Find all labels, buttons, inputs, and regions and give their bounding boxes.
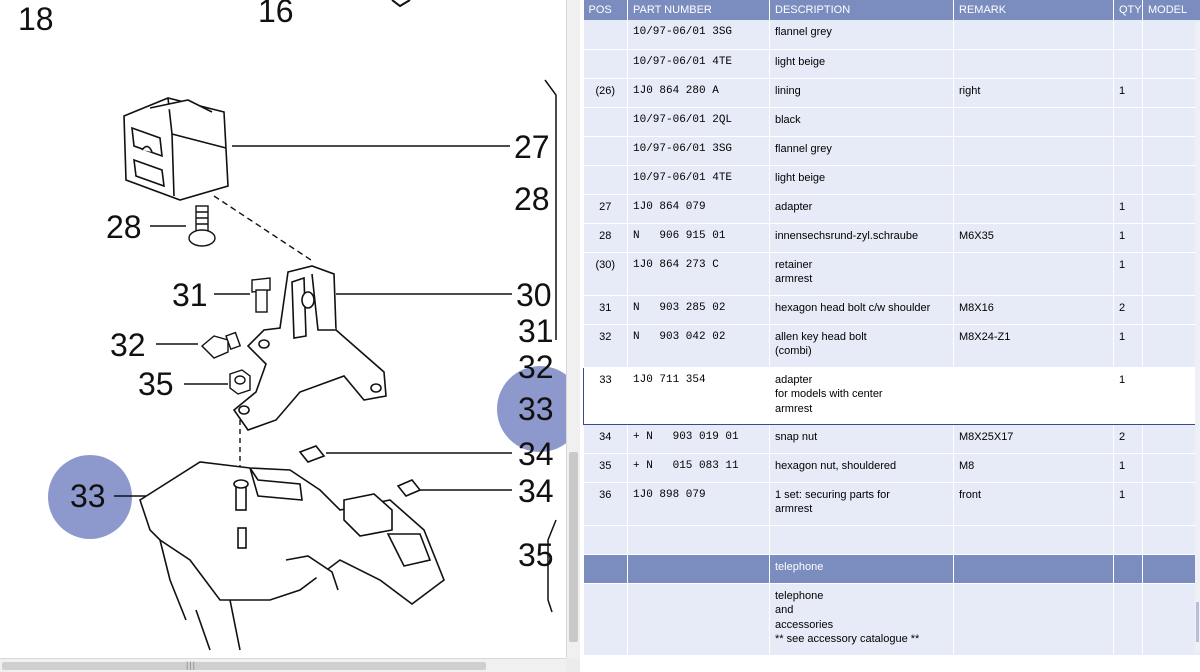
- callout-18[interactable]: 18: [18, 1, 54, 37]
- cell-description: light beige: [770, 49, 954, 78]
- cell-description: black: [770, 107, 954, 136]
- table-row[interactable]: [584, 78, 1200, 107]
- callout-31-right[interactable]: 31: [518, 313, 554, 349]
- column-header-description[interactable]: DESCRIPTION: [770, 0, 954, 20]
- section-title: telephone: [770, 554, 954, 583]
- table-row[interactable]: [584, 324, 1200, 367]
- cell-qty: 1: [1114, 482, 1143, 525]
- exploded-parts-diagram: [0, 0, 566, 658]
- table-row[interactable]: [584, 194, 1200, 223]
- cell-remark: [954, 367, 1114, 424]
- cell-description: hexagon head bolt c/w shoulder: [770, 295, 954, 324]
- cell-model: [1143, 525, 1200, 554]
- cell-pos: [584, 20, 628, 49]
- cell-pos: [584, 107, 628, 136]
- cell-remark: [954, 49, 1114, 78]
- cell-remark: M8: [954, 453, 1114, 482]
- callout-34-b[interactable]: 34: [518, 473, 554, 509]
- cell-description: telephone and accessories ** see accessory catalogue **: [770, 583, 954, 655]
- cell-model: [1143, 49, 1200, 78]
- cell-remark: M6X35: [954, 223, 1114, 252]
- cell-pos: [584, 583, 628, 655]
- cell-model: [1143, 107, 1200, 136]
- diagram-vertical-scrollbar[interactable]: [566, 0, 580, 658]
- cell-description: snap nut: [770, 424, 954, 453]
- callout-28-right[interactable]: 28: [514, 181, 550, 217]
- cell-remark: [954, 252, 1114, 295]
- cell-model: [1143, 482, 1200, 525]
- table-row[interactable]: [584, 482, 1200, 525]
- cell-part-number: 1J0 864 273 C: [628, 252, 770, 295]
- cell-qty: 1: [1114, 78, 1143, 107]
- cell-model: [1143, 223, 1200, 252]
- cell-pos: (30): [584, 252, 628, 295]
- cell-part-number: 10/97-06/01 3SG: [628, 20, 770, 49]
- table-row[interactable]: [584, 424, 1200, 453]
- table-row[interactable]: [584, 295, 1200, 324]
- column-header-pos[interactable]: POS: [584, 0, 628, 20]
- diagram-horizontal-scroll-thumb[interactable]: [2, 662, 486, 670]
- cell-remark: [954, 20, 1114, 49]
- column-header-model[interactable]: MODEL: [1143, 0, 1200, 20]
- table-row[interactable]: [584, 49, 1200, 78]
- cell-part-number: [628, 554, 770, 583]
- cell-description: allen key head bolt (combi): [770, 324, 954, 367]
- callout-16[interactable]: 16: [258, 0, 294, 29]
- callout-28-left[interactable]: 28: [106, 209, 142, 245]
- cell-remark: [954, 525, 1114, 554]
- cell-qty: 1: [1114, 252, 1143, 295]
- cell-remark: right: [954, 78, 1114, 107]
- table-row[interactable]: [584, 20, 1200, 49]
- cell-part-number: 10/97-06/01 4TE: [628, 49, 770, 78]
- cell-qty: 1: [1114, 223, 1143, 252]
- cell-part-number: 10/97-06/01 3SG: [628, 136, 770, 165]
- cell-model: [1143, 367, 1200, 424]
- parts-vertical-scrollbar[interactable]: [1195, 22, 1200, 652]
- cell-qty: [1114, 136, 1143, 165]
- table-row[interactable]: [584, 583, 1200, 655]
- callout-35-right[interactable]: 35: [518, 537, 554, 573]
- bolt-28-drawing: [189, 206, 215, 246]
- cell-qty: [1114, 165, 1143, 194]
- cell-remark: M8X25X17: [954, 424, 1114, 453]
- cell-model: [1143, 583, 1200, 655]
- parts-vertical-scroll-thumb[interactable]: [1196, 602, 1199, 642]
- cell-pos: 28: [584, 223, 628, 252]
- cell-description: innensechsrund-zyl.schraube: [770, 223, 954, 252]
- callout-27[interactable]: 27: [514, 129, 550, 165]
- table-row[interactable]: [584, 165, 1200, 194]
- cell-pos: 32: [584, 324, 628, 367]
- top-part-fragment: [392, 0, 410, 6]
- cell-remark: front: [954, 482, 1114, 525]
- cell-model: [1143, 295, 1200, 324]
- table-row[interactable]: [584, 453, 1200, 482]
- cell-remark: M8X16: [954, 295, 1114, 324]
- table-row[interactable]: [584, 223, 1200, 252]
- cell-pos: 36: [584, 482, 628, 525]
- cell-part-number: 10/97-06/01 2QL: [628, 107, 770, 136]
- cell-model: [1143, 20, 1200, 49]
- callout-33-left[interactable]: 33: [70, 478, 106, 514]
- callout-33-right[interactable]: 33: [518, 391, 554, 427]
- cell-description: [770, 525, 954, 554]
- cell-pos: 35: [584, 453, 628, 482]
- parts-table: [583, 0, 1200, 656]
- cell-remark: [954, 136, 1114, 165]
- cell-qty: [1114, 583, 1143, 655]
- cell-pos: (26): [584, 78, 628, 107]
- table-header-row: [584, 0, 1200, 20]
- cell-remark: [954, 583, 1114, 655]
- cell-qty: [1114, 20, 1143, 49]
- cell-description: adapter: [770, 194, 954, 223]
- diagram-pane[interactable]: [0, 0, 566, 658]
- cell-part-number: N 906 915 01: [628, 223, 770, 252]
- cell-qty: [1114, 554, 1143, 583]
- cell-pos: [584, 554, 628, 583]
- cell-pos: [584, 165, 628, 194]
- diagram-vertical-scroll-thumb[interactable]: [569, 452, 578, 642]
- cell-description: 1 set: securing parts for armrest: [770, 482, 954, 525]
- adapter-33-drawing: [140, 446, 444, 650]
- cell-pos: [584, 136, 628, 165]
- cell-pos: 27: [584, 194, 628, 223]
- cell-model: [1143, 324, 1200, 367]
- cell-model: [1143, 136, 1200, 165]
- cell-model: [1143, 78, 1200, 107]
- cell-qty: [1114, 107, 1143, 136]
- cell-part-number: 1J0 711 354: [628, 367, 770, 424]
- cell-remark: [954, 554, 1114, 583]
- cell-description: retainer armrest: [770, 252, 954, 295]
- column-header-part-number[interactable]: PART NUMBER: [628, 0, 770, 20]
- cell-description: light beige: [770, 165, 954, 194]
- callout-31-left[interactable]: 31: [172, 277, 208, 313]
- cell-pos: [584, 525, 628, 554]
- cell-model: [1143, 194, 1200, 223]
- cell-model: [1143, 554, 1200, 583]
- table-row[interactable]: [584, 252, 1200, 295]
- cell-pos: 33: [584, 367, 628, 424]
- adapter-27-drawing: [124, 98, 228, 200]
- cell-qty: 2: [1114, 295, 1143, 324]
- column-header-remark[interactable]: REMARK: [954, 0, 1114, 20]
- cell-description: lining: [770, 78, 954, 107]
- cell-part-number: + N 015 083 11: [628, 453, 770, 482]
- section-header-row[interactable]: [584, 554, 1200, 583]
- cell-qty: 1: [1114, 324, 1143, 367]
- cell-model: [1143, 424, 1200, 453]
- table-row-empty: [584, 525, 1200, 554]
- cell-part-number: N 903 285 02: [628, 295, 770, 324]
- parts-list-pane: [583, 0, 1200, 672]
- cell-pos: [584, 49, 628, 78]
- table-row-selected[interactable]: [584, 367, 1200, 424]
- cell-description: flannel grey: [770, 136, 954, 165]
- cell-qty: [1114, 525, 1143, 554]
- callout-30[interactable]: 30: [516, 277, 552, 313]
- cell-remark: M8X24-Z1: [954, 324, 1114, 367]
- column-header-qty[interactable]: QTY: [1114, 0, 1143, 20]
- cell-part-number: [628, 525, 770, 554]
- cell-model: [1143, 252, 1200, 295]
- cell-description: hexagon nut, shouldered: [770, 453, 954, 482]
- cell-qty: [1114, 49, 1143, 78]
- cell-part-number: 1J0 898 079: [628, 482, 770, 525]
- diagram-horizontal-scrollbar[interactable]: [0, 658, 566, 672]
- cell-remark: [954, 107, 1114, 136]
- callout-35-left[interactable]: 35: [138, 366, 174, 402]
- cell-description: flannel grey: [770, 20, 954, 49]
- cell-model: [1143, 453, 1200, 482]
- cell-pos: 31: [584, 295, 628, 324]
- cell-qty: 1: [1114, 367, 1143, 424]
- cell-qty: 1: [1114, 194, 1143, 223]
- grip-icon: |||: [186, 660, 197, 670]
- cell-part-number: + N 903 019 01: [628, 424, 770, 453]
- cell-model: [1143, 165, 1200, 194]
- scroll-corner: [566, 658, 580, 672]
- cell-part-number: 10/97-06/01 4TE: [628, 165, 770, 194]
- cell-part-number: 1J0 864 079: [628, 194, 770, 223]
- cell-pos: 34: [584, 424, 628, 453]
- cell-description: adapter for models with center armrest: [770, 367, 954, 424]
- callout-32-left[interactable]: 32: [110, 327, 146, 363]
- cell-qty: 2: [1114, 424, 1143, 453]
- table-row[interactable]: [584, 136, 1200, 165]
- callout-32-right[interactable]: 32: [518, 349, 554, 385]
- cell-part-number: N 903 042 02: [628, 324, 770, 367]
- cell-qty: 1: [1114, 453, 1143, 482]
- table-row[interactable]: [584, 107, 1200, 136]
- cell-remark: [954, 194, 1114, 223]
- cell-part-number: [628, 583, 770, 655]
- callout-34-a[interactable]: 34: [518, 436, 554, 472]
- cell-part-number: 1J0 864 280 A: [628, 78, 770, 107]
- cell-remark: [954, 165, 1114, 194]
